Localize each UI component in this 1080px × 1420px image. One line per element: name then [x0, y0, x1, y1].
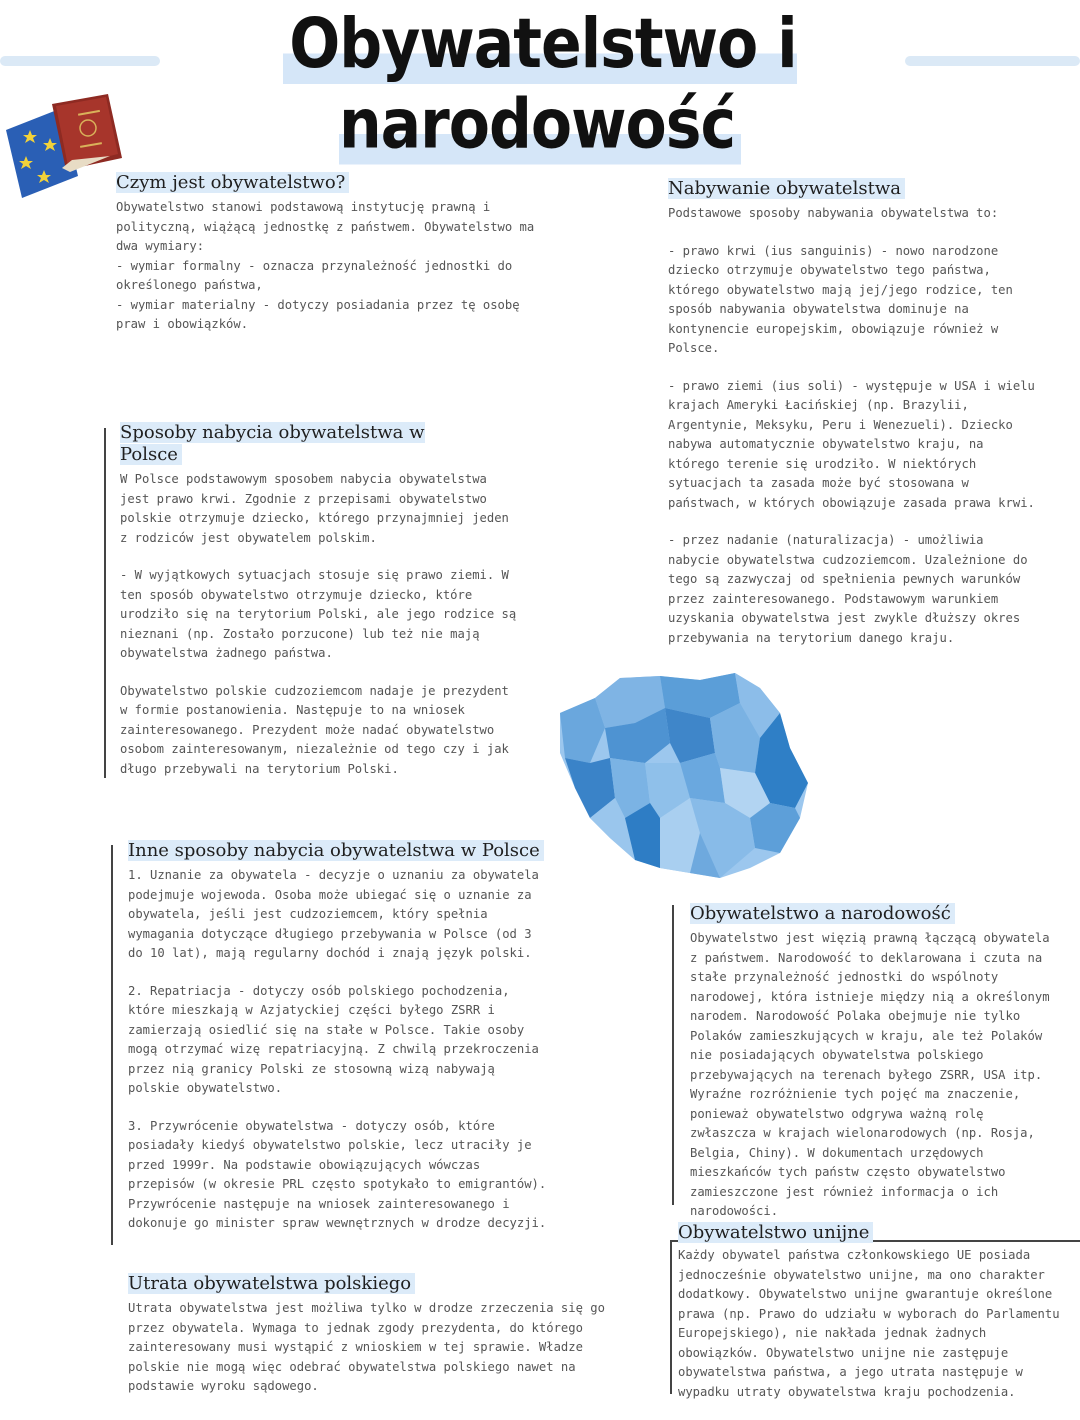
section-inne [128, 840, 548, 1252]
divider-sposoby [104, 428, 106, 778]
heading-inne: Inne sposoby nabycia obywatelstwa w Polsce [128, 840, 548, 862]
inne-para-1: 1. Uznanie za obywatela - decyzje o uznaniu za obywatela podejmuje wojewoda. Osoba może ubiegać się o uznanie za obywatela, jeśli jest cudzoziemcem, który spełnia wymagania dotyczące długiego przebywania w Polsce (od 3 do 10 lat), mają regularny dochód i znają język polski. [128, 868, 539, 960]
section-nabywanie [668, 178, 1038, 666]
body-sposoby [120, 470, 520, 779]
nabywanie-para-4: - przez nadanie (naturalizacja) - umożliwia nabycie obywatelstwa cudzoziemcom. Uzależnione do tego są zazwyczaj od spełnienia pewnych warunków przez zainteresowanego. Podstawowym warunkiem uzyskania obywatelstwa jest zwykle dłuższy okres przebywania na terytorium danego kraju. [668, 533, 1028, 645]
section-sposoby [120, 422, 520, 797]
passport-eu-flag-image [0, 90, 130, 205]
heading-sposoby: Sposoby nabycia obywatelstwa w Polsce [120, 422, 425, 465]
body-utrata [128, 1299, 628, 1397]
nabywanie-para-3: - prawo ziemi (ius soli) - występuje w USA i wielu krajach Ameryki Łacińskiej (np. Brazylii, Argentynie, Meksyku, Peru i Wenezueli). Dziecko nabywa automatycznie obywatelstwo kraju, na którego terenie się urodziło. W niektórych sytuacjach ta zasada może być stosowana w państwach, w których obowiązuje zasada prawa krwi. [668, 378, 1035, 510]
body-czym [116, 198, 536, 335]
divider-unijne-left [670, 1240, 672, 1394]
divider-narodowosc [672, 905, 674, 1205]
heading-narodowosc: Obywatelstwo a narodowość [690, 903, 1050, 925]
nabywanie-para-1: Podstawowe sposoby nabywania obywatelstwa to: [668, 206, 999, 220]
body-inne [128, 866, 548, 1234]
poland-map-image [550, 668, 815, 883]
inne-para-3: 3. Przywrócenie obywatelstwa - dotyczy osób, które posiadały kiedyś obywatelstwo polskie, lecz utraciły je przed 1999r. Na podstawie obowiązujących wówczas przepisów (w okresie PRL często spotykało to emigrantów). Przywrócenie następuje na wniosek zainteresowanego i dokonuje go minister spraw wewnętrznych w drodze decyzji. [128, 1118, 547, 1230]
narodowosc-para-1: Obywatelstwo jest więzią prawną łączącą obywatela z państwem. Narodowość to deklarowana i czuta na stałe przynależność jednostki do wspólnoty narodowej, która istnieje między nią a określonym narodem. Narodowość Polaka obejmuje nie tylko Polaków zamieszkujących w kraju, ale też Polaków nie posiadających obywatelstwa polskiego przebywających na terenach byłego ZSRR, USA itp. Wyraźne rozróżnienie tych pojęć ma znaczenie, ponieważ obywatelstwo odgrywa ważną rolę zwłaszcza w krajach wielonarodowych (np. Rosja, Belgia, Chiny). W dokumentach urzędowych mieszkańców tych państw często obywatelstwo zamieszczone jest również informacja o ich narodowości. [690, 931, 1050, 1218]
utrata-para-1: Utrata obywatelstwa jest możliwa tylko w drodze zrzeczenia się go przez obywatela. Wymaga to jednak zgody prezydenta, do którego zainteresowany musi wystąpić z wnioskiem w tej sprawie. Władze polskie nie mogą więc odebrać obywatelstwa polskiego nawet na podstawie wyroku sądowego. [128, 1301, 605, 1393]
heading-czym: Czym jest obywatelstwo? [116, 172, 536, 194]
heading-utrata: Utrata obywatelstwa polskiego [128, 1273, 628, 1295]
divider-inne [111, 845, 113, 1245]
nabywanie-para-2: - prawo krwi (ius sanguinis) - nowo narodzone dziecko otrzymuje obywatelstwo tego państwa, którego obywatelstwo mają jej/jego rodzice, ten sposób nabywania obywatelstwa dominuje na kontynencie europejskim, obowiązuje również w Polsce. [668, 243, 1013, 355]
sposoby-para-2: - W wyjątkowych sytuacjach stosuje się prawo ziemi. W ten sposób obywatelstwo otrzymuje dziecko, które urodziło się na terytorium Polski, ale jego rodzice są nieznani (np. Zostało porzucone) lub też nie mają obywatelstwa żadnego państwa. [120, 568, 517, 660]
body-unijne [678, 1246, 1063, 1402]
body-nabywanie [668, 204, 1038, 648]
heading-nabywanie: Nabywanie obywatelstwa [668, 178, 1038, 200]
czym-para-2: - wymiar formalny - oznacza przynależność jednostki do określonego państwa, [116, 258, 513, 292]
section-narodowosc [690, 903, 1050, 1240]
section-utrata [128, 1273, 628, 1415]
czym-para-3: - wymiar materialny - dotyczy posiadania przez tę osobę praw i obowiązków. [116, 297, 520, 331]
title-rule-left [0, 56, 160, 66]
body-narodowosc [690, 929, 1050, 1222]
heading-unijne: Obywatelstwo unijne [678, 1222, 1063, 1244]
sposoby-para-1: W Polsce podstawowym sposobem nabycia obywatelstwa jest prawo krwi. Zgodnie z przepisami obywatelstwo polskie otrzymuje dziecko, którego przynajmniej jeden z rodziców jest obywatelem polskim. [120, 472, 509, 545]
section-czym [116, 172, 536, 353]
unijne-para-1: Każdy obywatel państwa członkowskiego UE posiada jednocześnie obywatelstwo unijne, ma ono charakter dodatkowy. Obywatelstwo unijne gwarantuje określone prawa (np. Prawo do udziału w wyborach do Parlamentu Europejskiego), nie nakłada jednak żadnych obowiązków. Obywatelstwo unijne nie zastępuje obywatelstwa państwa, a jego utrata następuje w wypadku utraty obywatelstwa kraju pochodzenia. [678, 1248, 1060, 1399]
page-title: Obywatelstwo i narodowość [140, 4, 940, 165]
inne-para-2: 2. Repatriacja - dotyczy osób polskiego pochodzenia, które mieszkają w Azjatyckiej części byłego ZSRR i zamierzają osiedlić się na stałe w Polsce. Takie osoby mogą otrzymać wizę repatriacyjną. Z chwilą przekroczenia przez nią granicy Polski ze stosowną wizą nabywają polskie obywatelstwo. [128, 983, 539, 1095]
czym-para-1: Obywatelstwo stanowi podstawową instytucję prawną i polityczną, wiążącą jednostkę z państwem. Obywatelstwo ma dwa wymiary: [116, 200, 535, 253]
section-unijne [678, 1222, 1063, 1420]
sposoby-para-3: Obywatelstwo polskie cudzoziemcom nadaje je prezydent w formie postanowienia. Następuje to na wniosek zainteresowanego. Prezydent może nadać obywatelstwo osobom zainteresowanym, niezależnie od tego czy i jak długo przebywali na terytorium Polski. [120, 683, 509, 776]
